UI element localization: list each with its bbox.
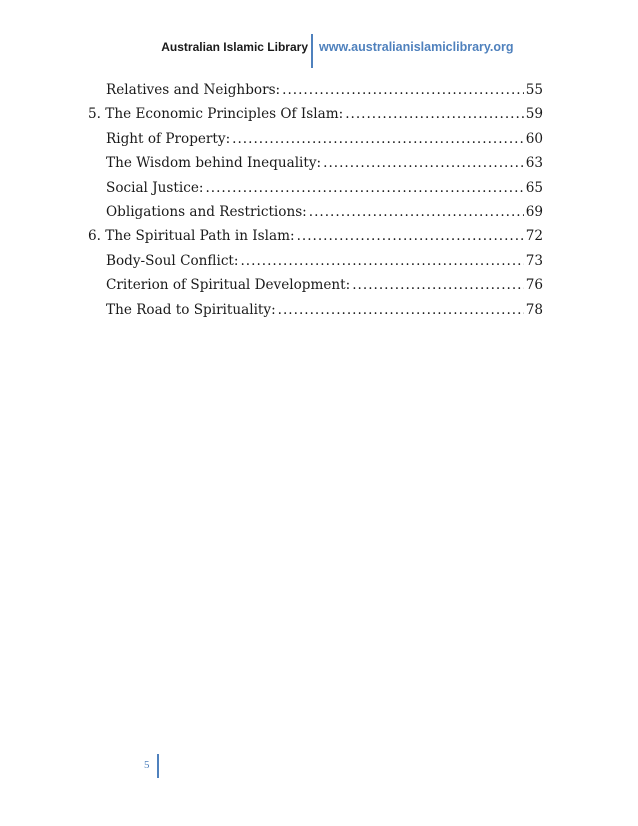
toc-leader-dots bbox=[345, 106, 524, 122]
toc-entry[interactable] bbox=[88, 106, 543, 130]
toc-entry-title: Relatives and Neighbors: bbox=[106, 82, 281, 98]
toc-entry-page: 60 bbox=[525, 130, 543, 147]
toc-entry-title: 6. The Spiritual Path in Islam: bbox=[88, 228, 295, 245]
toc-entry-title: Social Justice: bbox=[106, 179, 204, 196]
toc-entry-page: 69 bbox=[525, 203, 543, 220]
toc-leader-dots bbox=[297, 228, 524, 244]
toc-leader-dots bbox=[352, 277, 523, 293]
toc-entry-page: 78 bbox=[525, 301, 543, 318]
toc-entry-title: Obligations and Restrictions: bbox=[106, 203, 307, 220]
toc-entry[interactable] bbox=[88, 204, 543, 228]
toc-entry[interactable] bbox=[88, 155, 543, 179]
toc-entry-title: Criterion of Spiritual Development: bbox=[106, 277, 351, 294]
toc-entry-page: 63 bbox=[525, 155, 543, 172]
toc-entry-title: Body-Soul Conflict: bbox=[106, 252, 239, 269]
toc-entry[interactable] bbox=[88, 82, 543, 106]
toc-entry-title: 5. The Economic Principles Of Islam: bbox=[88, 106, 344, 123]
toc-entry-title: The Road to Spirituality: bbox=[106, 301, 276, 318]
toc-entry[interactable] bbox=[88, 253, 543, 277]
toc-entry-title: Right of Property: bbox=[106, 130, 231, 147]
toc-leader-dots bbox=[309, 204, 524, 220]
toc-entry-page: 73 bbox=[525, 252, 543, 269]
toc-entry-title: The Wisdom behind Inequality: bbox=[106, 155, 322, 172]
toc-entry[interactable] bbox=[88, 131, 543, 155]
toc-entry-page: 65 bbox=[525, 179, 543, 196]
toc-entry-page: 59 bbox=[525, 106, 543, 123]
footer-divider bbox=[157, 754, 159, 778]
table-of-contents bbox=[88, 82, 543, 326]
toc-entry-page: 72 bbox=[525, 228, 543, 245]
toc-leader-dots bbox=[240, 253, 523, 269]
toc-leader-dots bbox=[205, 180, 523, 196]
toc-entry-page: 76 bbox=[525, 277, 543, 294]
toc-leader-dots bbox=[323, 155, 524, 171]
toc-leader-dots bbox=[232, 131, 524, 147]
toc-entry[interactable] bbox=[88, 277, 543, 301]
header-divider bbox=[311, 34, 313, 68]
toc-leader-dots bbox=[278, 302, 524, 318]
library-name: Australian Islamic Library bbox=[161, 40, 308, 54]
page-number: 5 bbox=[144, 759, 150, 771]
library-url: www.australianislamiclibrary.org bbox=[319, 40, 514, 54]
toc-entry-page: 55 bbox=[525, 82, 543, 98]
toc-entry[interactable] bbox=[88, 180, 543, 204]
toc-leader-dots bbox=[282, 82, 524, 98]
toc-entry[interactable] bbox=[88, 228, 543, 252]
toc-entry[interactable] bbox=[88, 302, 543, 326]
